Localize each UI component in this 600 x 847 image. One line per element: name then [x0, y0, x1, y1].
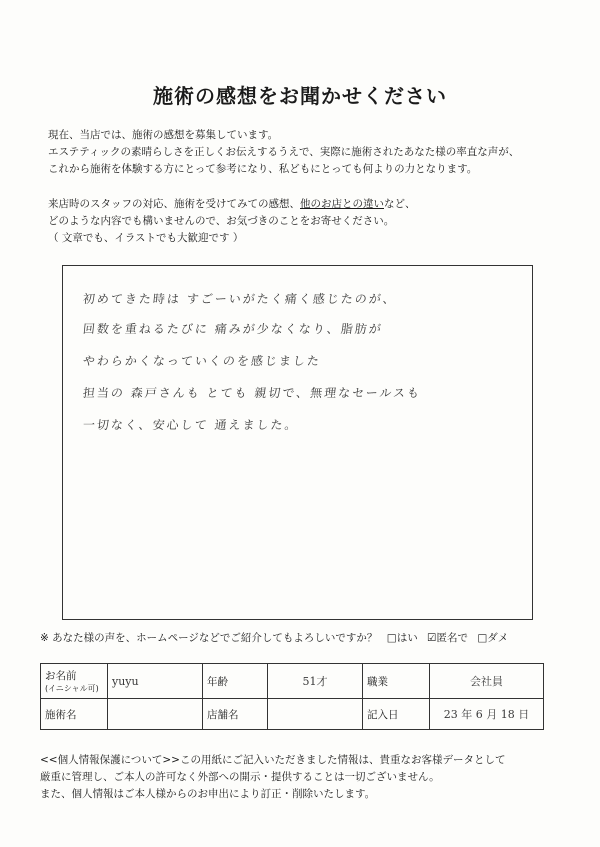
option-no-checkbox[interactable]: □ダメ [477, 632, 509, 644]
permission-text: ※ あなた様の声を、ホームページなどでご紹介してもよろしいですか？ [40, 632, 378, 644]
request-line [48, 196, 416, 213]
intro-line: 現在、当店では、施術の感想を募集しています。 [48, 129, 279, 141]
comment-box[interactable] [62, 265, 533, 620]
date-field[interactable]: 23 年 6 月 18 日 [430, 699, 544, 730]
name-label: お名前 (イニシャル可) [41, 664, 108, 699]
request-paragraph [48, 196, 416, 247]
page-title: 施術の感想をお聞かせください [153, 84, 447, 108]
privacy-line: また、個人情報はご本人様からのお申出により訂正・削除いたします。 [40, 788, 376, 800]
treatment-label: 施術名 [41, 699, 108, 730]
treatment-field[interactable] [108, 699, 203, 730]
intro-line: エステティックの素晴らしさを正しくお伝えするうえで、実際に施術されたあなた様の率直な声が、 [48, 146, 520, 158]
option-anonymous-checkbox[interactable]: ☑匿名で [427, 632, 468, 644]
privacy-notice [40, 752, 505, 803]
job-label: 職業 [363, 664, 430, 699]
handwritten-line: 回数を重ねるたびに 痛みが少なくなり、脂肪が [82, 322, 384, 336]
age-field[interactable]: 51才 [268, 664, 363, 699]
handwritten-line: 初めてきた時は すごーいがたく痛く感じたのが、 [82, 292, 398, 306]
intro-paragraph [48, 127, 519, 178]
option-yes-checkbox[interactable]: □はい [386, 632, 418, 644]
handwritten-line: やわらかくなっていくのを感じました [82, 354, 322, 368]
age-label: 年齢 [203, 664, 268, 699]
permission-question [40, 630, 508, 645]
request-text: 来店時のスタッフの対応、施術を受けてみての感想、 [48, 198, 300, 210]
request-text: など、 [384, 198, 416, 210]
privacy-line: 厳重に管理し、ご本人の許可なく外部への開示・提供することは一切ございません。 [40, 771, 440, 783]
date-label: 記入日 [363, 699, 430, 730]
job-field[interactable]: 会社員 [430, 664, 544, 699]
store-field[interactable] [268, 699, 363, 730]
privacy-line: <<個人情報保護について>>この用紙にご記入いただきました情報は、貴重なお客様データとして [40, 754, 506, 766]
request-line: どのような内容でも構いませんので、お気づきのことをお寄せください。 [48, 215, 395, 227]
handwritten-line: 担当の 森戸さんも とても 親切で、無理なセールスも [82, 386, 422, 400]
name-field[interactable]: yuyu [108, 664, 203, 699]
intro-line: これから施術を体験する方にとって参考になり、私どもにとっても何よりの力となります。 [48, 163, 478, 175]
handwritten-line: 一切なく、安心して 通えました。 [82, 418, 300, 432]
request-line: （ 文章でも、イラストでも大歓迎です ） [48, 232, 244, 244]
customer-info-table [40, 663, 544, 730]
request-underlined-text: 他のお店との違い [300, 198, 384, 210]
store-label: 店舗名 [203, 699, 268, 730]
